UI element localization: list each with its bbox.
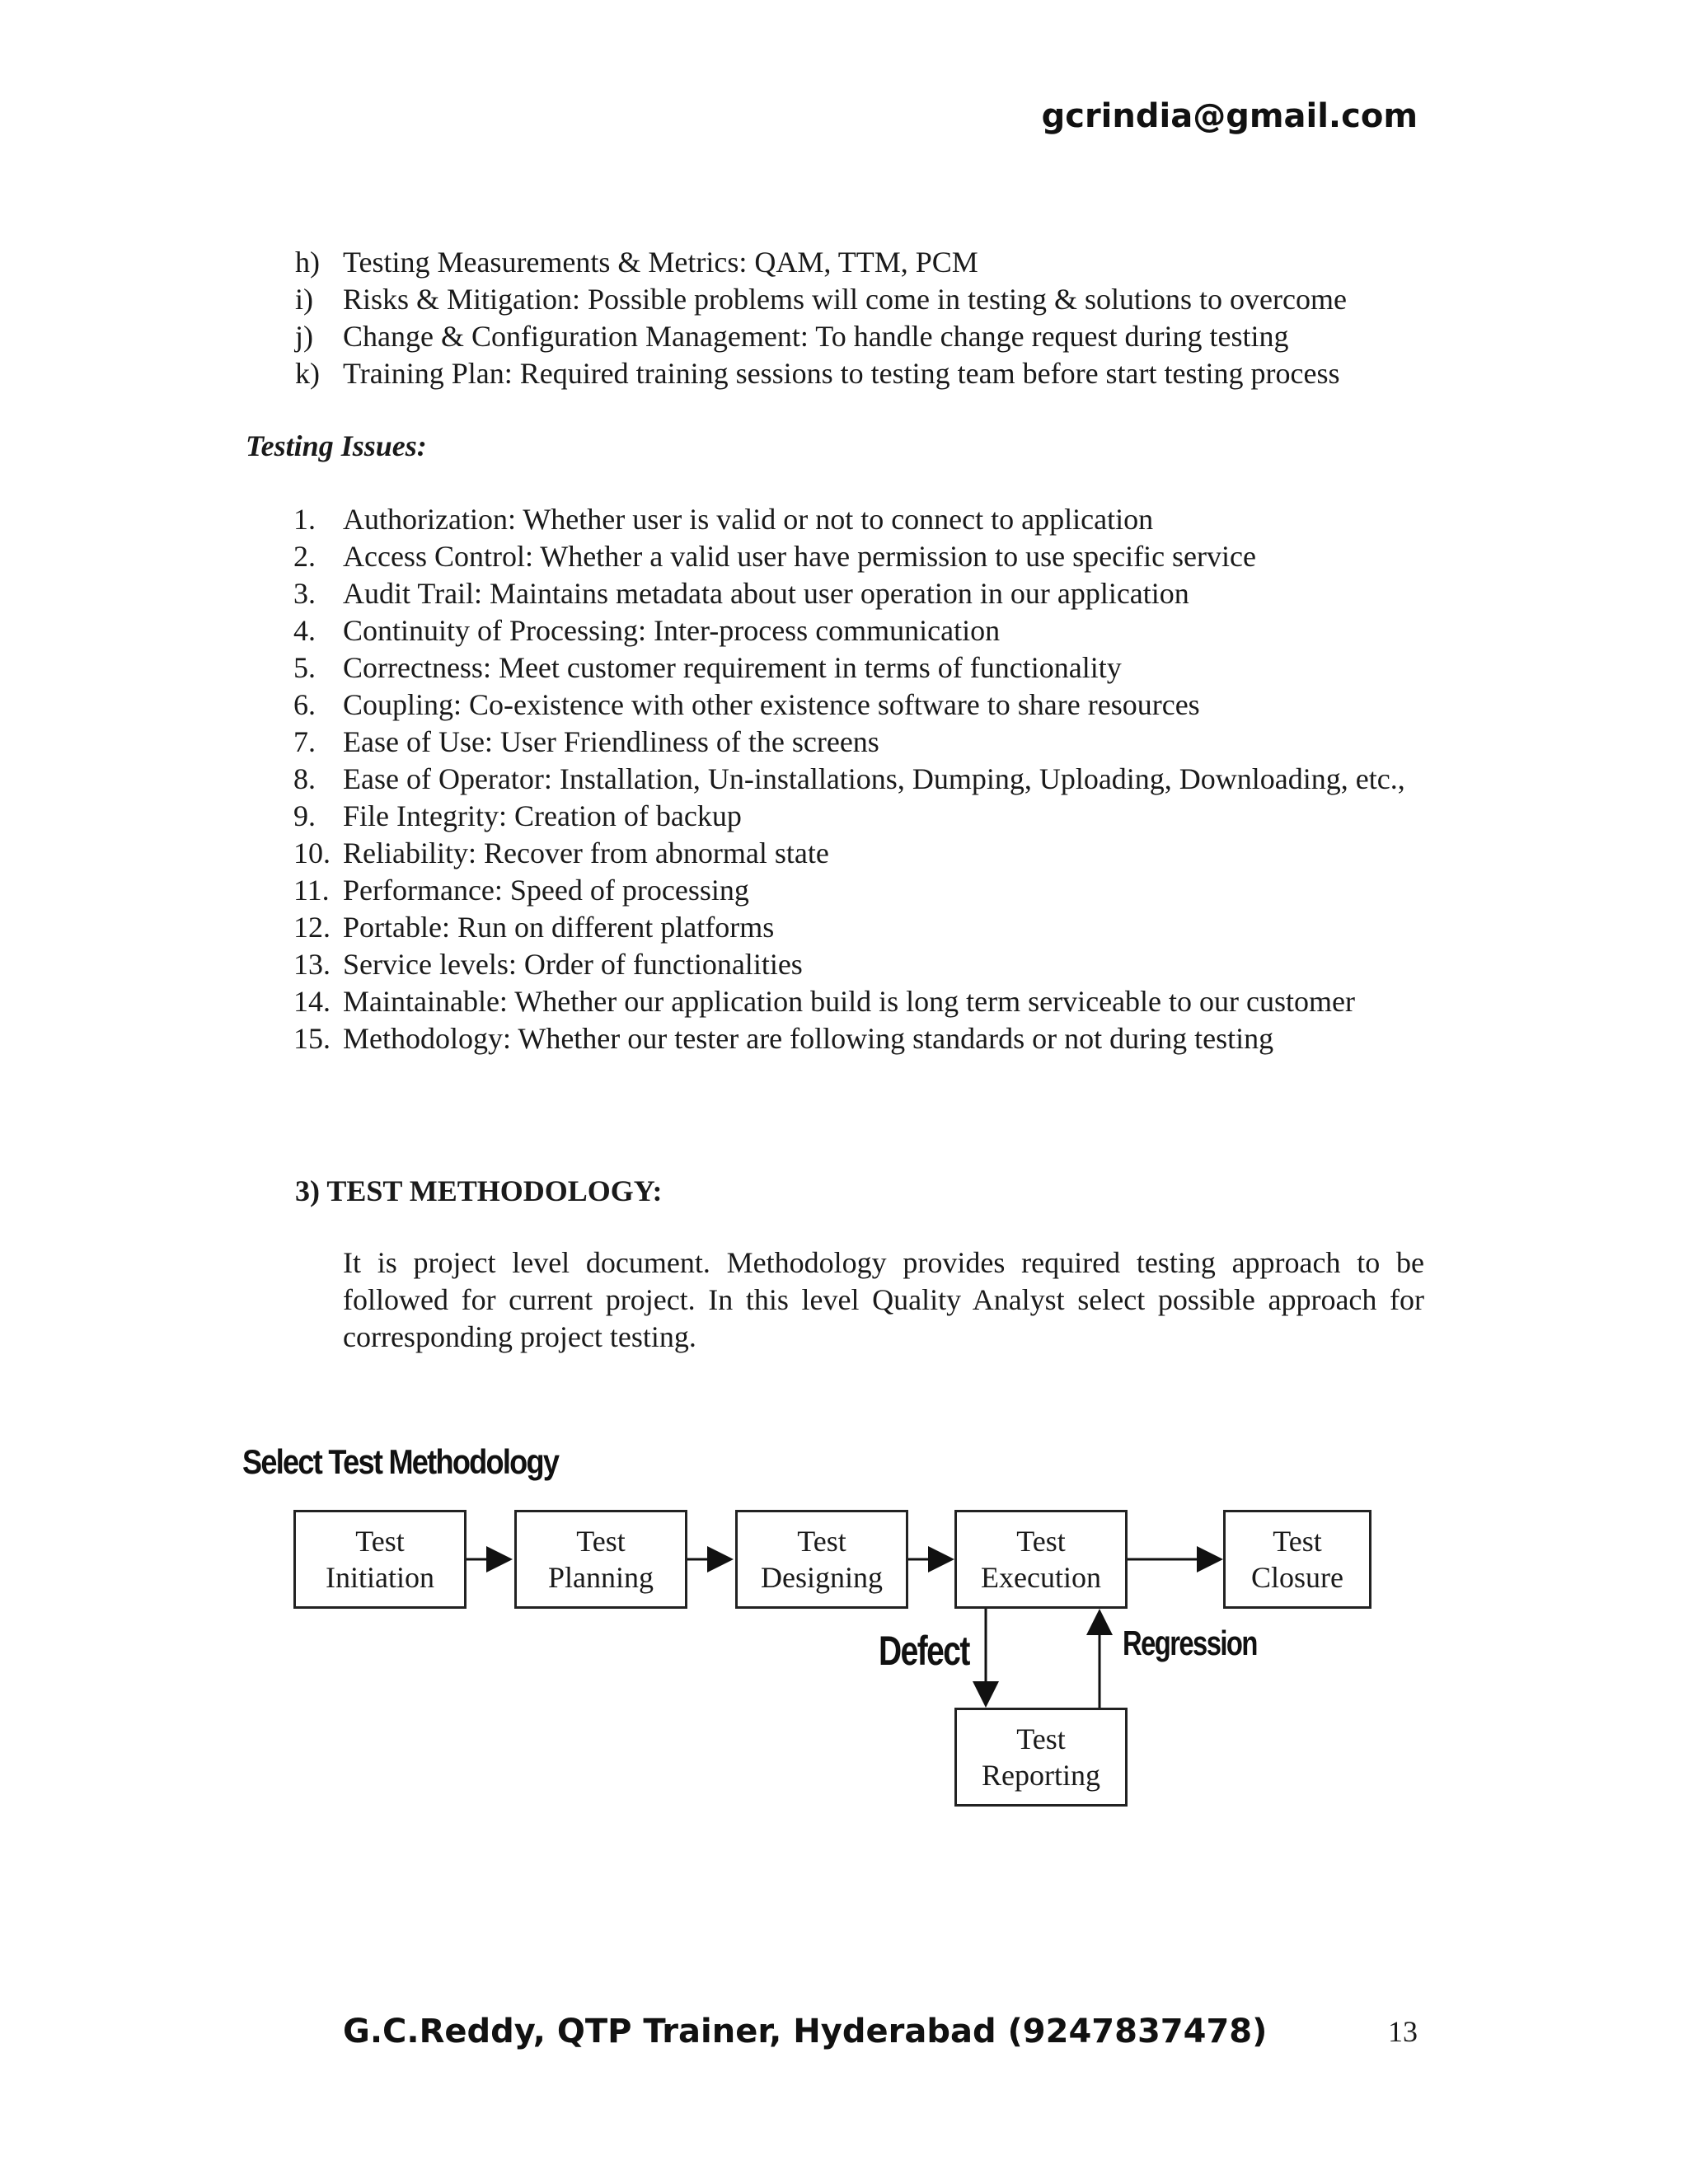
list-marker: 6.: [293, 688, 316, 721]
stage-label-line2: Execution: [981, 1561, 1101, 1594]
list-marker: 2.: [293, 540, 316, 573]
stage-label-line2: Initiation: [326, 1561, 434, 1594]
stage-label-line2: Closure: [1251, 1561, 1343, 1594]
stage-test-execution: [954, 1510, 1128, 1609]
list-marker: j): [295, 320, 313, 353]
stage-label-line1: Test: [1273, 1525, 1322, 1558]
list-item-text: Service levels: Order of functionalities: [343, 948, 803, 981]
list-marker: 1.: [293, 503, 316, 536]
stage-label-line1: Test: [1016, 1722, 1066, 1755]
arrowhead-icon: [973, 1681, 999, 1708]
list-marker: 10.: [293, 837, 331, 869]
stage-label-line2: Planning: [547, 1561, 654, 1594]
list-item-text: Access Control: Whether a valid user have permission to use specific service: [343, 540, 1256, 573]
defect-label: Defect: [879, 1628, 969, 1674]
list-marker: k): [295, 357, 320, 390]
stage-label-line1: Test: [576, 1525, 626, 1558]
stage-label-line1: Test: [355, 1525, 405, 1558]
list-item-text: Portable: Run on different platforms: [343, 911, 775, 944]
list-item-text: Ease of Operator: Installation, Un-installations, Dumping, Uploading, Downloading, etc.,: [343, 762, 1405, 795]
stage-label-line2: Designing: [761, 1561, 883, 1594]
list-item-text: Training Plan: Required training sessions to testing team before start testing process: [343, 357, 1340, 390]
footer-text: G.C.Reddy, QTP Trainer, Hyderabad (9247837478): [343, 2013, 1268, 2050]
arrowhead-icon: [1086, 1609, 1113, 1635]
list-marker: 12.: [293, 911, 331, 944]
diagram-title: Select Test Methodology: [242, 1442, 559, 1481]
list-item-text: File Integrity: Creation of backup: [343, 799, 742, 832]
list-item-text: Change & Configuration Management: To handle change request during testing: [343, 320, 1289, 353]
list-item-text: Performance: Speed of processing: [343, 874, 749, 907]
stage-test-designing: [735, 1510, 908, 1609]
list-marker: 8.: [293, 762, 316, 795]
arrowhead-icon: [928, 1546, 954, 1572]
list-item-text: Correctness: Meet customer requirement in terms of functionality: [343, 651, 1122, 684]
stage-label-line1: Test: [797, 1525, 846, 1558]
regression-label: Regression: [1123, 1624, 1257, 1662]
list-marker: 15.: [293, 1022, 331, 1055]
list-marker: 4.: [293, 614, 316, 647]
testing-issues-heading: Testing Issues:: [246, 429, 427, 462]
page-number: 13: [1388, 2015, 1418, 2048]
list-item-text: Maintainable: Whether our application build is long term serviceable to our customer: [343, 985, 1355, 1018]
list-item-text: Risks & Mitigation: Possible problems will come in testing & solutions to overcome: [343, 283, 1347, 316]
list-item-text: Reliability: Recover from abnormal state: [343, 837, 829, 869]
list-item-text: Ease of Use: User Friendliness of the screens: [343, 725, 879, 758]
list-marker: 11.: [293, 874, 330, 907]
list-item-text: Authorization: Whether user is valid or not to connect to application: [343, 503, 1154, 536]
list-marker: 7.: [293, 725, 316, 758]
stage-test-closure: [1223, 1510, 1372, 1609]
stage-test-reporting: [954, 1708, 1128, 1807]
list-marker: h): [295, 246, 320, 279]
header-email: gcrindia@gmail.com: [1041, 97, 1418, 135]
list-item-text: Testing Measurements & Metrics: QAM, TTM, PCM: [343, 246, 978, 279]
list-marker: 9.: [293, 799, 316, 832]
list-marker: 5.: [293, 651, 316, 684]
list-item-text: Coupling: Co-existence with other existence software to share resources: [343, 688, 1200, 721]
test-methodology-paragraph: It is project level document. Methodology provides required testing approach to be followed for current project. In this level Quality Analyst select possible approach for corresponding project testing.: [343, 1246, 1424, 1353]
list-marker: 13.: [293, 948, 331, 981]
list-marker: 3.: [293, 577, 316, 610]
list-item-text: Methodology: Whether our tester are following standards or not during testing: [343, 1022, 1274, 1055]
stage-label-line1: Test: [1016, 1525, 1066, 1558]
arrowhead-icon: [1197, 1546, 1223, 1572]
stage-test-planning: [514, 1510, 687, 1609]
list-item-text: Audit Trail: Maintains metadata about user operation in our application: [343, 577, 1189, 610]
stage-test-initiation: [293, 1510, 467, 1609]
arrowhead-icon: [707, 1546, 734, 1572]
test-methodology-heading: 3) TEST METHODOLOGY:: [295, 1174, 663, 1207]
arrowhead-icon: [486, 1546, 513, 1572]
list-marker: 14.: [293, 985, 331, 1018]
list-marker: i): [295, 283, 313, 316]
list-item-text: Continuity of Processing: Inter-process communication: [343, 614, 1001, 647]
stage-label-line2: Reporting: [982, 1759, 1100, 1792]
